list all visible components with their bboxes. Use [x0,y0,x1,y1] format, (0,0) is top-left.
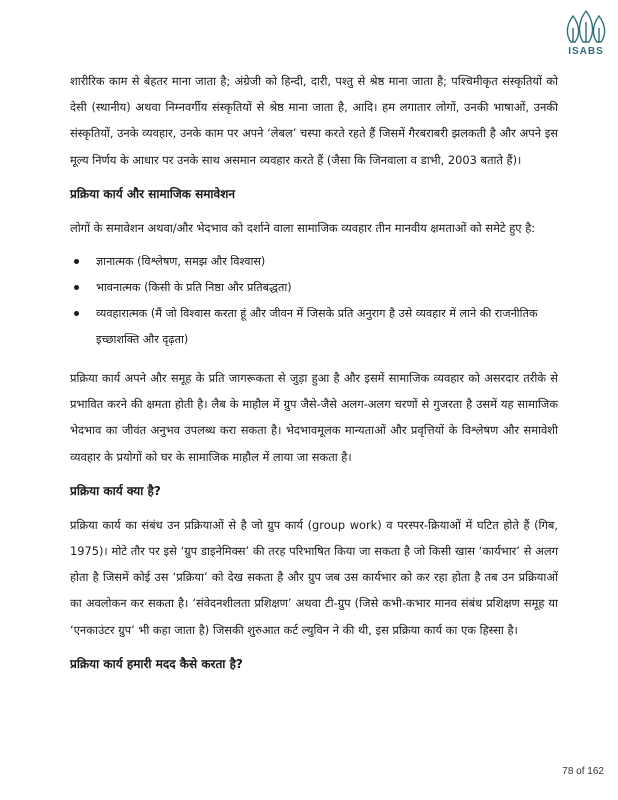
isabs-logo [561,8,611,60]
list-item-text: व्यवहारात्मक (मैं जो विश्वास करता हूं और जीवन में जिसके प्रति अनुराग है उसे व्यवहार में लाने की राजनीतिक इच्छाशक्ति और दृढ़ता) [96,307,538,347]
page-number: 78 of 162 [562,766,604,777]
paragraph-intro: शारीरिक काम से बेहतर माना जाता है; अंग्रेजी को हिन्दी, दारी, पश्तु से श्रेष्ठ माना जाता है; पश्चिमीकृत संस्कृतियों को देसी (स्थानीय) अथवा निम्नवर्गीय संस्कृतियों से श्रेष्ठ माना जाता है, आदि। हम लगातार लोगों, उनकी भाषाओं, उनकी संस्कृतियों, उनके व्यवहार, उनके काम पर अपने ‘लेबल’ चस्पा करते रहते हैं जिसमें गैरबराबरी झलकती है और अपने इस मूल्य निर्णय के आधार पर उनके साथ असमान व्यवहार करते हैं (जैसा कि जिनवाला व डाभी, 2003 बताते हैं)। [70,74,558,167]
list-item [96,301,558,353]
bullet-icon [74,311,79,316]
paragraph-awareness: प्रक्रिया कार्य अपने और समूह के प्रति जागरूकता से जुड़ा हुआ है और इसमें सामाजिक व्यवहार को असरदार तरीके से प्रभावित करने की क्षमता होती है। लैब के माहौल में ग्रुप जैसे-जैसे अलग-अलग चरणों से गुजरता है उसमें यह सामाजिक भेदभाव का जीवंत अनुभव उपलब्ध करा सकता है। भेदभावमूलक मान्यताओं और प्रवृत्तियों के विश्लेषण और समावेशी व्यवहार के प्रयोगों को घर के सामाजिक माहौल में लाया जा सकता है। [70,371,558,464]
logo-text: ISABS [568,46,604,57]
heading-how-process-work-helps: प्रक्रिया कार्य हमारी मदद कैसे करता है? [70,656,243,671]
list-item [96,249,558,275]
heading-what-is-process-work: प्रक्रिया कार्य क्या है? [70,483,161,498]
heading-process-work-social-inclusion: प्रक्रिया कार्य और सामाजिक समावेशन [70,186,236,201]
bullet-icon [74,285,79,290]
main-content [70,68,558,677]
paragraph-three-capacities: लोगों के समावेशन अथवा/और भेदभाव को दर्शाने वाला सामाजिक व्यवहार तीन मानवीय क्षमताओं को समेटे हुए है: [70,220,536,235]
logo-emblem-icon [561,8,611,48]
bullet-icon [74,259,79,264]
list-item [96,275,558,301]
capacities-list [70,249,558,353]
list-item-text: ज्ञानात्मक (विश्लेषण, समझ और विश्वास) [96,255,266,269]
list-item-text: भावनात्मक (किसी के प्रति निष्ठा और प्रतिबद्धता) [96,281,292,295]
paragraph-process-work-definition: प्रक्रिया कार्य का संबंध उन प्रक्रियाओं से है जो ग्रुप कार्य (group work) व परस्पर-क्रियाओं में घटित होते हैं (गिब, 1975)। मोटे तौर पर इसे ‘ग्रुप डाइनेमिक्स’ की तरह परिभाषित किया जा सकता है जो किसी खास ‘कार्यभार’ से अलग होता है जिसमें कोई उस ‘प्रक्रिया’ को देख सकता है और ग्रुप जब उस कार्यभार को कर रहा होता है तब उन प्रक्रियाओं का अवलोकन कर सकता है। ‘संवेदनशीलता प्रशिक्षण’ अथवा टी-ग्रुप (जिसे कभी-कभार मानव संबंध प्रशिक्षण समूह या ‘एनकाउंटर ग्रुप’ भी कहा जाता है) जिसकी शुरुआत कर्ट ल्युविन ने की थी, इस प्रक्रिया कार्य का एक हिस्सा है। [70,517,558,637]
